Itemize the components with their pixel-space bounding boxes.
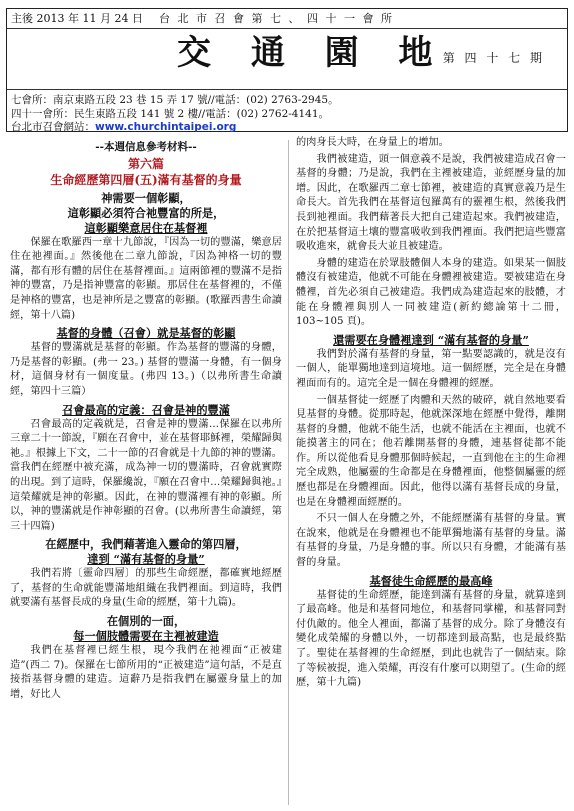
chapter-title: 生命經歷第四層(五)滿有基督的身量 bbox=[50, 172, 242, 187]
paragraph: 基督徒的生命經歷，能達到滿有基督的身量，就算達到了最高峰。他是和基督同地位，和基督同掌權，和基督同對付仇敵的。他全人裡面，都滿了基督的成分。除了身體沒有變化成榮耀的身體以外，一切都達到最高點，也是最終點了。聖徒在基督裡的生命經歷，到此也就告了一個結束。除了等候被提，進入榮耀，再沒有什麼可以期望了。(生命的經歷，第十九篇) bbox=[296, 589, 566, 689]
section-heading-6-text: 還需要在身體裡達到 “滿有基督的身量” bbox=[333, 332, 529, 347]
paragraph: 我們若將〔靈命四層〕的那些生命經歷，都確實地經歷了，基督的生命就能豐滿地組織在我們裡面。到這時，我們就要滿有基督長成的身量(生命的經歷，第十九篇)。 bbox=[10, 568, 282, 609]
paragraph: 身體的建造在於眾肢體個人本身的建造。如果某一個肢體沒有被建造，他就不可能在身體裡被建造。要被建造在身體裡，首先必須自己被建造。我們成為建造起來的肢體，才能在身體裡與別人一同被建造(新約總論第十二冊，103~105 頁)。 bbox=[296, 257, 566, 328]
section-heading-1-line-1: 神需要一個彰顯， bbox=[101, 190, 191, 205]
issue-number: 第 四 十 七 期 bbox=[442, 51, 545, 65]
chapter-number: 第六篇 bbox=[127, 156, 164, 171]
left-column bbox=[10, 140, 282, 704]
website-line bbox=[11, 120, 236, 134]
masthead bbox=[6, 8, 568, 132]
section-heading-7 bbox=[296, 574, 566, 589]
column-divider bbox=[288, 140, 289, 805]
paragraph: 不只一個人在身體之外，不能經歷滿有基督的身量。實在說來，他就是在身體裡也不能單獨地滿有基督的身量。滿有基督的身量，乃是身體的事。所以只有身體，才能滿有基督的身量。 bbox=[296, 513, 566, 569]
section-heading-4-line-2: 達到 “滿有基督的身量” bbox=[87, 552, 205, 567]
section-heading-3-text: 召會最高的定義：召會是神的豐滿 bbox=[62, 402, 230, 417]
right-column bbox=[296, 136, 566, 693]
section-heading-6 bbox=[296, 333, 566, 348]
paragraph: 保羅在歌羅西一章十九節說，『因為一切的豐滿，樂意居住在祂裡面。』然後他在二章九節說，『因為神格一切的豐滿，都有形有體的居住在基督裡面。』這兩節裡的豐滿不是指神的豐富，乃是指神豐富的彰顯。那居住在基督裡的，不僅是神格的豐富，也是神所是之豐富的彰顯。(歌羅西書生命讀經，第十八篇) bbox=[10, 236, 282, 321]
section-heading-5-line-2: 每一個肢體需要在主裡被建造 bbox=[73, 629, 219, 644]
section-heading-4-line-1: 在經歷中，我們藉著進入靈命的第四層， bbox=[45, 537, 247, 552]
section-heading-1-line-2: 這彰顯必須符合祂豐富的所是， bbox=[67, 205, 225, 220]
website-link[interactable]: www.churchintaipei.org bbox=[95, 121, 237, 133]
reference-material-heading: --本週信息參考材料-- bbox=[95, 141, 197, 153]
paragraph: 一個基督徒一經歷了肉體和天然的破碎，就自然地要看見基督的身體。從那時起，他就深深地在經歷中覺得，離開基督的身體，他就不能生活，也就不能活在主裡面，也就不能摸著主的同在；他若離開基督的身體，連基督徒都不能作。所以從他看見身體那個時候起，一直到他在主的生命裡完全成熟，他屬靈的生命都是在身體裡面，他整個屬靈的經歷也都是在身體裡面。因此，他得以滿有基督長成的身量，也是在身體裡面經歷的。 bbox=[296, 394, 566, 508]
masthead-divider-bottom bbox=[7, 89, 567, 90]
church-name: 台 北 市 召 會 第 七 、 四 十 一 會 所 bbox=[159, 12, 394, 25]
paragraph: 我們對於滿有基督的身量，第一點要認識的，就是沒有一個人，能單獨地達到這境地。這一個經歷，完全是在身體裡面而有的。這完全是一個在身體裡的經歷。 bbox=[296, 348, 566, 389]
website-label: 台北市召會網站： bbox=[11, 121, 95, 133]
paragraph: 我們在基督裡已經生根，現今我們在祂裡面“正被建造”(西二 7)。保羅在七節所用的“正被建造”這句話，不是直接指基督身體的建造。這辭乃是指我們在屬靈身量上的加增，好比人 bbox=[10, 645, 282, 700]
address-hall-41: 四十一會所：民生東路五段 141 號 2 樓//電話：(02) 2762-4141。 bbox=[11, 108, 330, 120]
bulletin-title: 交 通 園 地 bbox=[177, 33, 447, 73]
section-heading-3 bbox=[10, 403, 282, 418]
section-heading-1 bbox=[10, 191, 282, 236]
paragraph: 的肉身長大時，在身量上的增加。 bbox=[296, 137, 449, 148]
paragraph: 基督的豐滿就是基督的彰顯。作為基督的豐滿的身體，乃是基督的彰顯。(弗一 23。) 基督的豐滿一身體，有一個身材，這個身材有一個度量。(弗四 13。)（以弗所書生命讀經，第四十三篇） bbox=[10, 342, 282, 397]
section-heading-2-text: 基督的身體（召會）就是基督的彰顯 bbox=[56, 326, 236, 341]
issue-date: 主後 2013 年 11 月 24 日 bbox=[11, 12, 143, 25]
address-hall-7: 七會所：南京東路五段 23 巷 15 弄 17 號//電話：(02) 2763-2945。 bbox=[11, 94, 339, 106]
section-heading-7-text: 基督徒生命經歷的最高峰 bbox=[369, 573, 493, 588]
section-heading-2 bbox=[10, 326, 282, 341]
masthead-top-line bbox=[11, 11, 561, 27]
section-heading-1-line-3: 這彰顯樂意居住在基督裡 bbox=[84, 220, 208, 235]
paragraph: 召會最高的定義就是，召會是神的豐滿…保羅在以弗所三章二十一節說，『願在召會中，並在基督耶穌裡，榮耀歸與祂。』根據上下文，二十一節的召會就是十九節的神的豐滿。當我們在經歷中被充滿，成為神一切的豐滿時，召會就實際的出現。到了這時，保羅纔說，『願在召會中…榮耀歸與祂。』這榮耀就是神的彰顯。因此，在神的豐滿裡有神的彰顯。所以，神的豐滿就是作神彰顯的召會。(以弗所書生命讀經，第三十四篇) bbox=[10, 418, 282, 532]
section-heading-5-line-1: 在個別的一面， bbox=[106, 614, 186, 629]
paragraph: 我們被建造，頭一個意義不是說，我們被建造成召會一基督的身體；乃是說，我們在主裡被建造，並經歷身量的加增。因此，在歌羅西二章七節裡，被建造的真實意義乃是生命長大。首先我們在基督這包羅萬有的靈裡生根，然後我們長到祂裡面。我們藉著長大把自己建造起來。我們被建造，在於把基督這土壤的豐富吸收到我們裡面。我們把這些豐富吸收進來，就會長大並且被建造。 bbox=[296, 153, 566, 253]
section-heading-5 bbox=[10, 614, 282, 644]
section-heading-4 bbox=[10, 537, 282, 567]
masthead-divider-top bbox=[7, 28, 567, 29]
